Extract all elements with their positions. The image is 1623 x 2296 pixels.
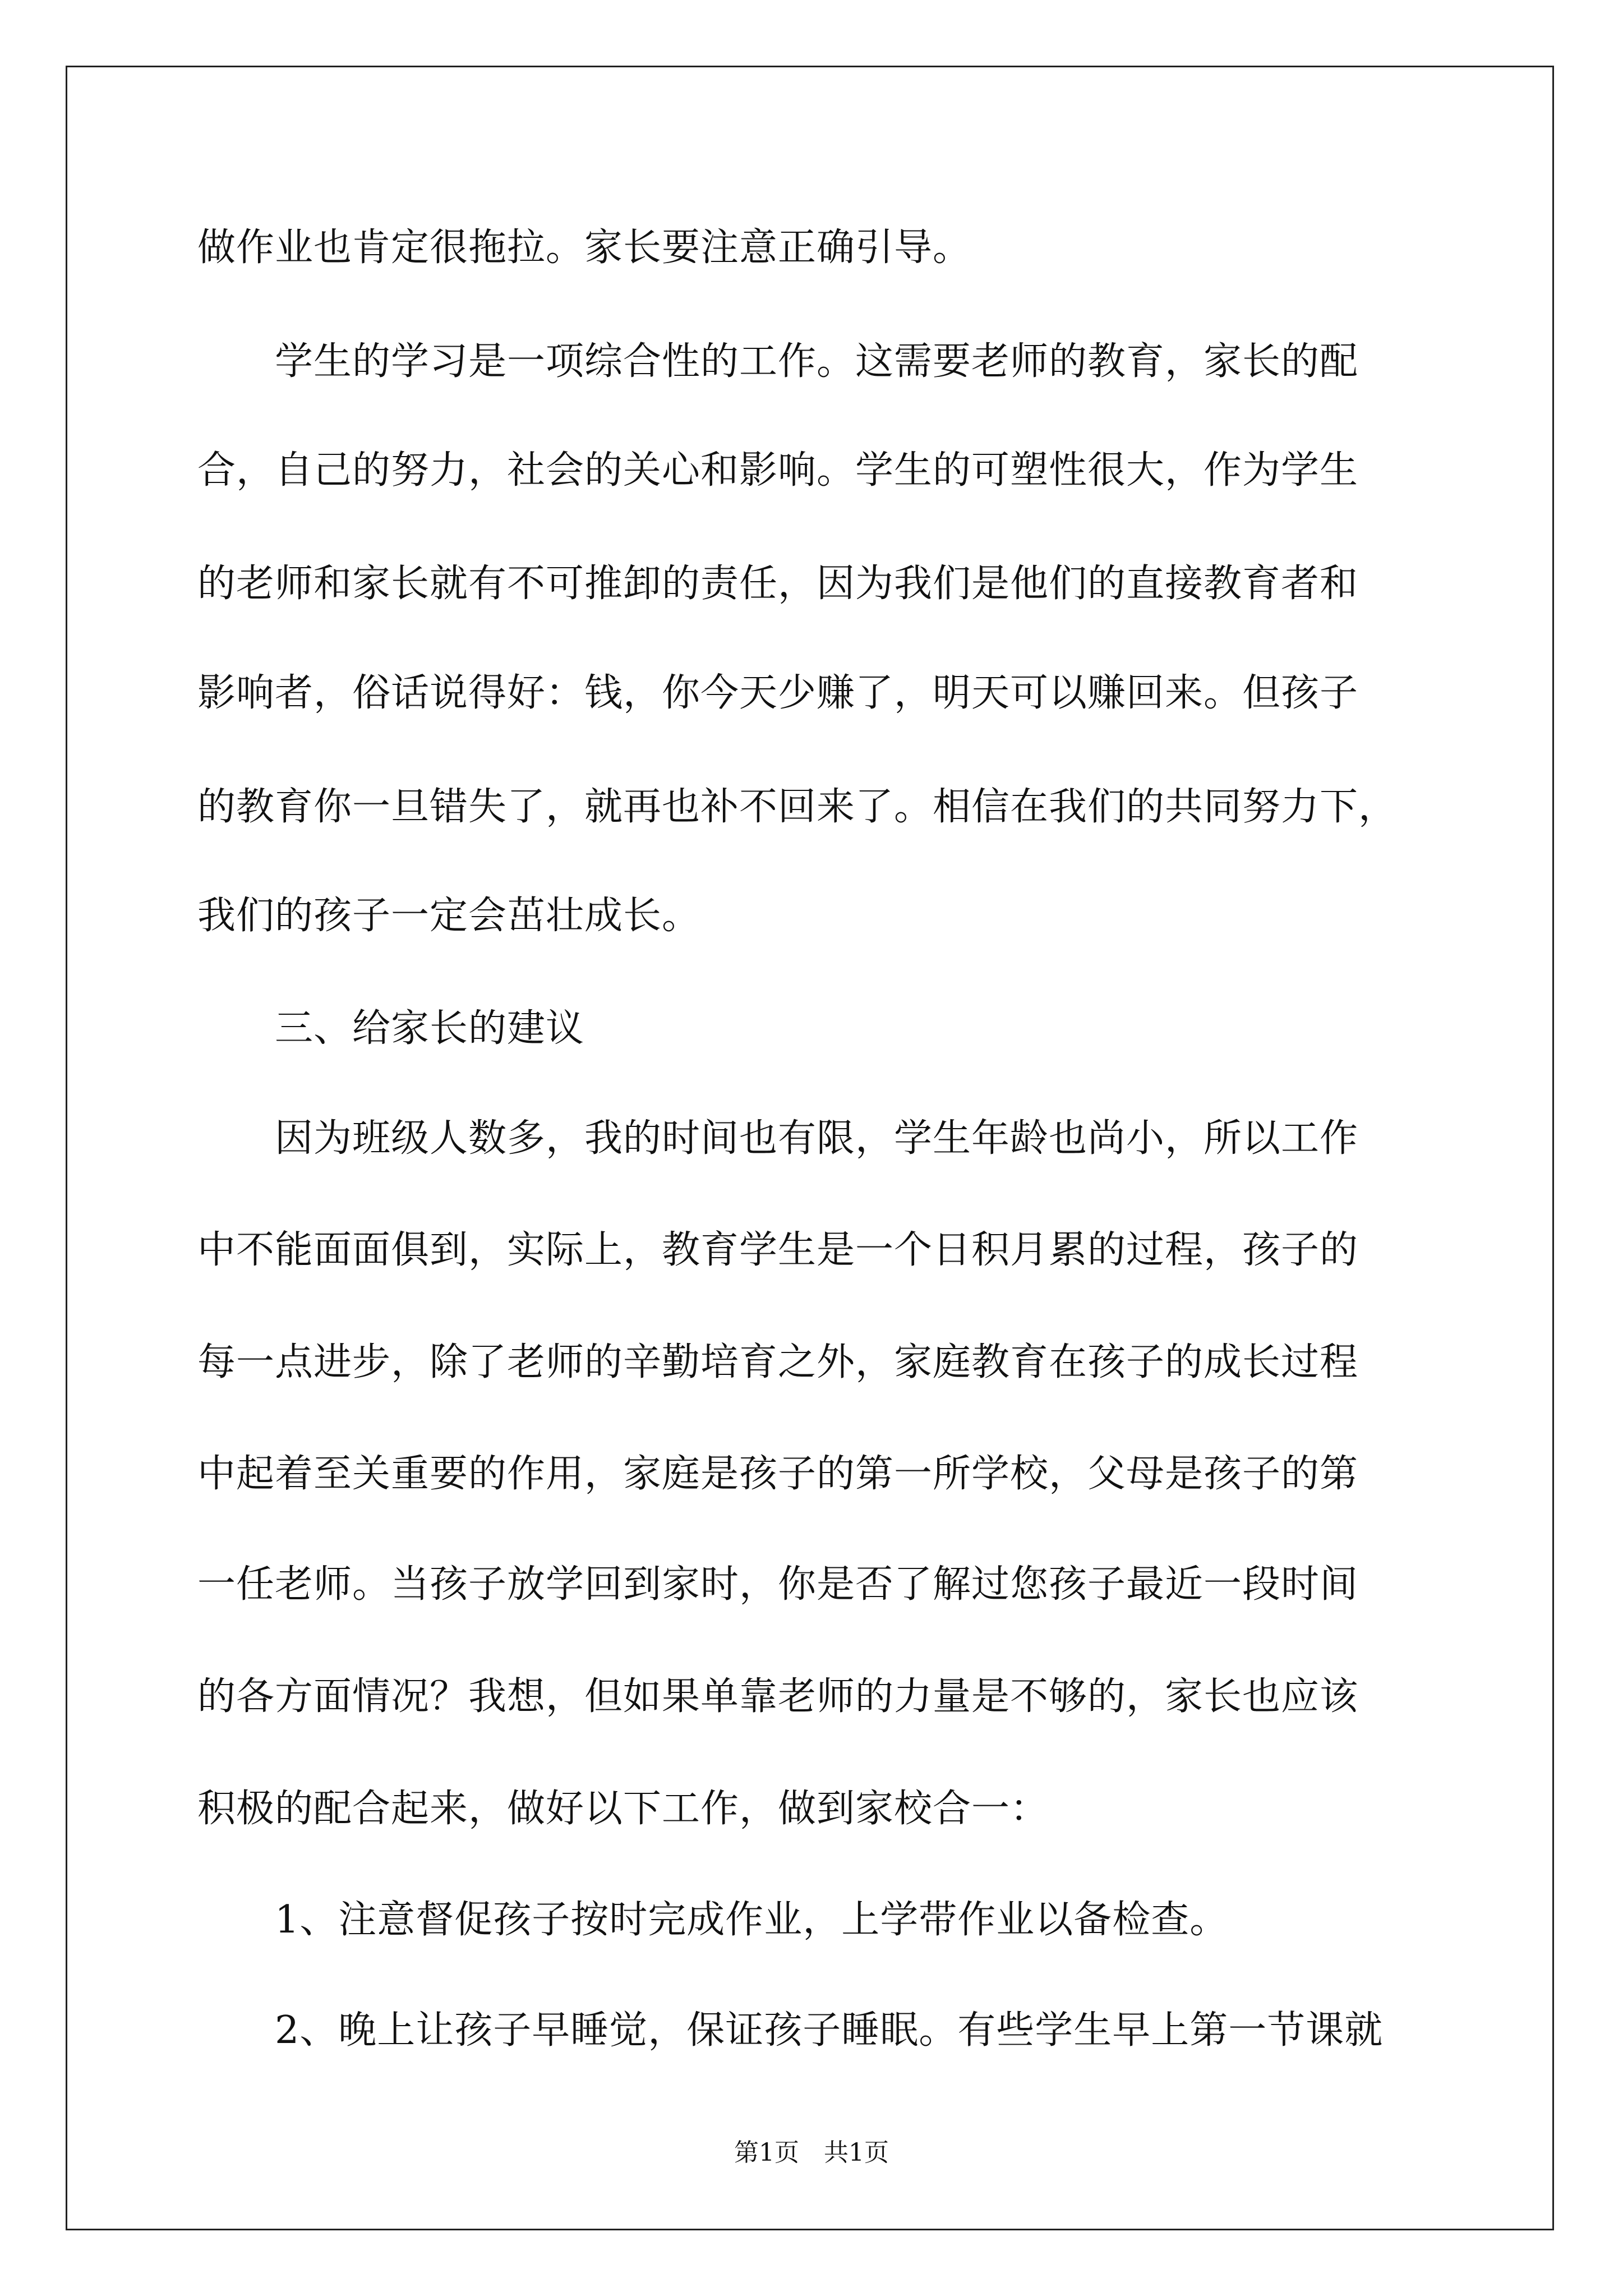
text-line: 学生的学习是一项综合性的工作。这需要老师的教育，家长的配 (197, 339, 1359, 384)
text-line: 每一点进步，除了老师的辛勤培育之外，家庭教育在孩子的成长过程 (197, 1340, 1359, 1384)
text-line: 的老师和家长就有不可推卸的责任，因为我们是他们的直接教育者和 (197, 562, 1359, 606)
text-line: 积极的配合起来，做好以下工作，做到家校合一： (197, 1787, 1049, 1831)
text-line: 中起着至关重要的作用，家庭是孩子的第一所学校，父母是孩子的第 (197, 1452, 1359, 1496)
page-footer: 第1页 共1页 (734, 2138, 889, 2167)
list-item: 1、注意督促孩子按时完成作业，上学带作业以备检查。 (197, 1898, 1229, 1942)
text-line: 影响者，俗话说得好：钱，你今天少赚了，明天可以赚回来。但孩子 (197, 671, 1359, 715)
list-item: 2、晚上让孩子早睡觉，保证孩子睡眠。有些学生早上第一节课就 (197, 2008, 1384, 2053)
text-line: 因为班级人数多，我的时间也有限，学生年龄也尚小，所以工作 (197, 1116, 1359, 1161)
text-line: 的教育你一旦错失了，就再也补不回来了。相信在我们的共同努力下， (197, 785, 1398, 829)
text-line: 做作业也肯定很拖拉。家长要注意正确引导。 (197, 226, 972, 270)
text-line: 我们的孩子一定会茁壮成长。 (197, 894, 701, 938)
text-line: 的各方面情况？我想，但如果单靠老师的力量是不够的，家长也应该 (197, 1674, 1359, 1719)
text-line: 合，自己的努力，社会的关心和影响。学生的可塑性很大，作为学生 (197, 448, 1359, 493)
text-line: 中不能面面俱到，实际上，教育学生是一个日积月累的过程，孩子的 (197, 1228, 1359, 1272)
section-heading: 三、给家长的建议 (197, 1006, 585, 1051)
text-line: 一任老师。当孩子放学回到家时，你是否了解过您孩子最近一段时间 (197, 1562, 1359, 1607)
